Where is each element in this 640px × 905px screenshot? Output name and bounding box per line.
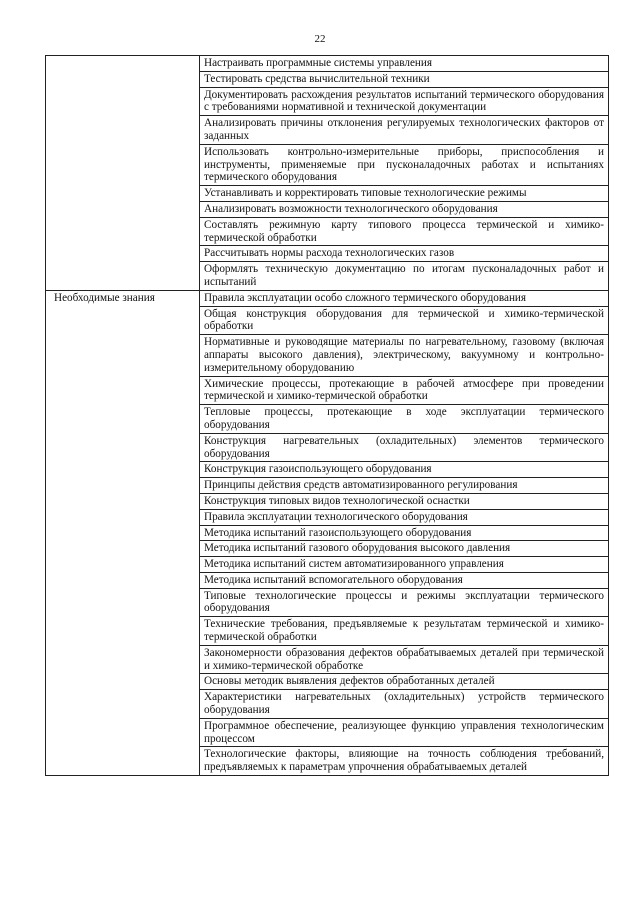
requirement-item: Конструкция газоиспользующего оборудования (200, 462, 609, 478)
section-label: Необходимые знания (46, 290, 200, 775)
requirement-item: Закономерности образования дефектов обрабатываемых деталей при термической и химико-термической обработке (200, 645, 609, 674)
requirement-item: Методика испытаний газового оборудования высокого давления (200, 541, 609, 557)
competency-table (45, 55, 609, 776)
requirement-item: Типовые технологические процессы и режимы эксплуатации термического оборудования (200, 588, 609, 617)
requirement-item: Устанавливать и корректировать типовые технологические режимы (200, 186, 609, 202)
requirement-item: Химические процессы, протекающие в рабочей атмосфере при проведении термической и химико-термической обработки (200, 376, 609, 405)
requirement-item: Программное обеспечение, реализующее функцию управления технологическим процессом (200, 718, 609, 747)
requirement-item: Технические требования, предъявляемые к результатам термической и химико-термической обработки (200, 617, 609, 646)
requirement-item: Методика испытаний вспомогательного оборудования (200, 572, 609, 588)
requirement-item: Оформлять техническую документацию по итогам пусконаладочных работ и испытаний (200, 262, 609, 291)
requirement-item: Тестировать средства вычислительной техники (200, 71, 609, 87)
table-row (46, 290, 609, 306)
requirement-item: Конструкция нагревательных (охладительных) элементов термического оборудования (200, 433, 609, 462)
requirement-item: Использовать контрольно-измерительные приборы, приспособления и инструменты, применяемые при пусконаладочных работах и испытаниях термического оборудования (200, 144, 609, 185)
requirement-item: Методика испытаний систем автоматизированного управления (200, 557, 609, 573)
requirement-item: Настраивать программные системы управления (200, 56, 609, 72)
requirement-item: Документировать расхождения результатов испытаний термического оборудования с требованиями нормативной и технической документации (200, 87, 609, 116)
page-number: 22 (314, 33, 326, 45)
requirement-item: Анализировать причины отклонения регулируемых технологических факторов от заданных (200, 116, 609, 145)
requirement-item: Характеристики нагревательных (охладительных) устройств термического оборудования (200, 690, 609, 719)
requirement-item: Методика испытаний газоиспользующего оборудования (200, 525, 609, 541)
requirement-item: Тепловые процессы, протекающие в ходе эксплуатации термического оборудования (200, 405, 609, 434)
requirement-item: Составлять режимную карту типового процесса термической и химико-термической обработки (200, 217, 609, 246)
table-row (46, 56, 609, 72)
competency-table-body (46, 56, 609, 776)
requirement-item: Технологические факторы, влияющие на точность соблюдения требований, предъявляемых к параметрам упрочнения обрабатываемых деталей (200, 747, 609, 776)
requirement-item: Правила эксплуатации особо сложного термического оборудования (200, 290, 609, 306)
requirement-item: Анализировать возможности технологического оборудования (200, 201, 609, 217)
section-label (46, 56, 200, 291)
requirement-item: Рассчитывать нормы расхода технологических газов (200, 246, 609, 262)
requirement-item: Конструкция типовых видов технологической оснастки (200, 493, 609, 509)
requirement-item: Общая конструкция оборудования для термической и химико-термической обработки (200, 306, 609, 335)
requirement-item: Принципы действия средств автоматизированного регулирования (200, 478, 609, 494)
requirement-item: Правила эксплуатации технологического оборудования (200, 509, 609, 525)
requirement-item: Основы методик выявления дефектов обработанных деталей (200, 674, 609, 690)
requirement-item: Нормативные и руководящие материалы по нагревательному, газовому (включая аппараты высокого давления), электрическому, вакуумному и контрольно-измерительному оборудованию (200, 335, 609, 376)
